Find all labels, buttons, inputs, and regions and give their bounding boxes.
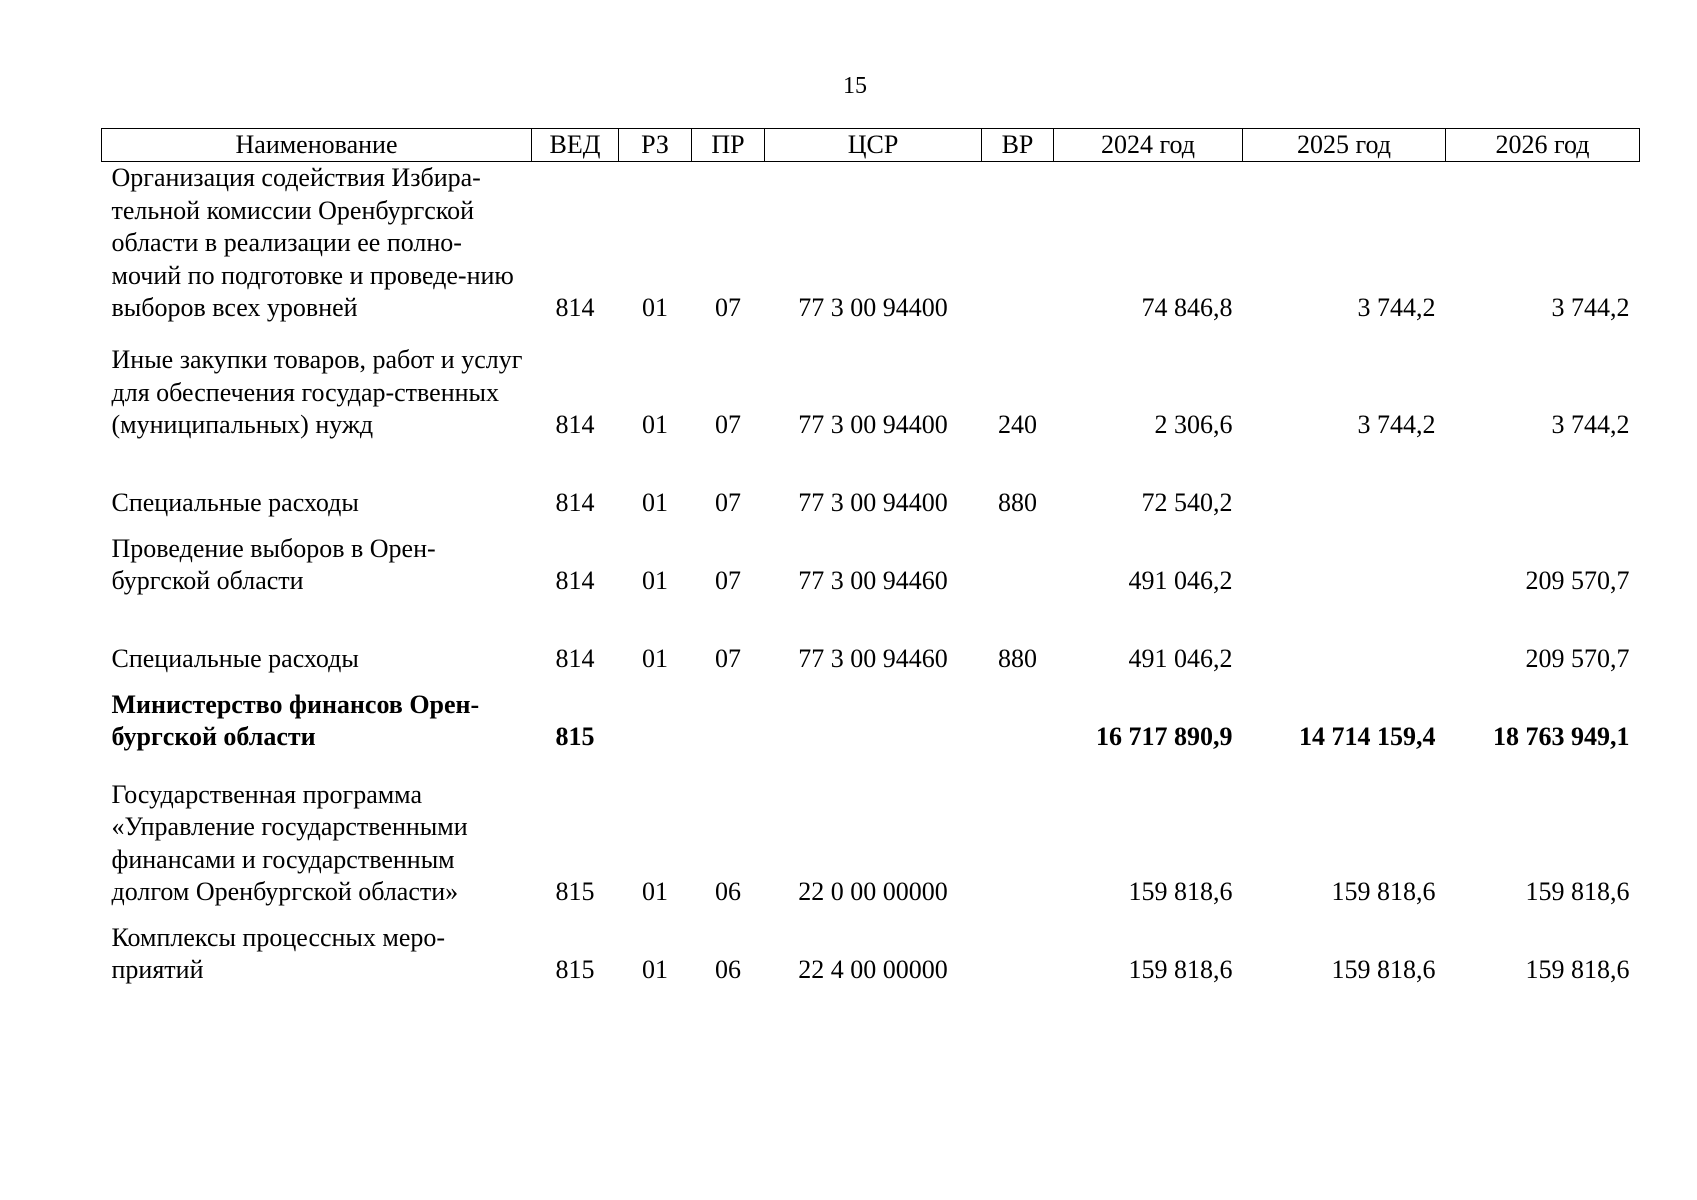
row-2024: 491 046,2	[1128, 566, 1233, 595]
row-pr: 06	[715, 877, 741, 906]
row-ved: 815	[555, 722, 595, 751]
row-2024: 159 818,6	[1128, 877, 1233, 906]
header-2026: 2026 год	[1446, 129, 1640, 162]
header-ved: ВЕД	[532, 129, 619, 162]
row-name: Специальные расходы	[111, 488, 359, 517]
header-csr: ЦСР	[765, 129, 982, 162]
row-pr: 07	[715, 293, 741, 322]
row-csr	[765, 676, 982, 754]
row-csr: 77 3 00 94400	[798, 410, 948, 439]
row-csr: 22 4 00 00000	[798, 955, 948, 984]
row-csr: 77 3 00 94460	[798, 644, 948, 673]
row-pr: 06	[715, 955, 741, 984]
row-pr: 07	[715, 566, 741, 595]
row-2025	[1243, 442, 1446, 520]
row-2026: 159 818,6	[1525, 955, 1630, 984]
row-2024: 159 818,6	[1128, 955, 1233, 984]
row-ved: 814	[555, 293, 595, 322]
table-row	[102, 676, 1640, 754]
table-row	[102, 520, 1640, 598]
row-2026: 18 763 949,1	[1493, 722, 1630, 751]
row-2025: 159 818,6	[1331, 877, 1436, 906]
budget-table	[101, 128, 1640, 987]
row-rz: 01	[642, 644, 668, 673]
row-pr: 07	[715, 410, 741, 439]
row-2024: 16 717 890,9	[1096, 722, 1233, 751]
row-2025: 3 744,2	[1357, 410, 1436, 439]
row-rz: 01	[642, 488, 668, 517]
page-number: 15	[843, 73, 867, 99]
row-csr: 77 3 00 94400	[798, 293, 948, 322]
row-rz	[619, 676, 692, 754]
table-row	[102, 442, 1640, 520]
row-pr: 07	[715, 488, 741, 517]
row-name: Проведение выборов в Орен-бургской области	[111, 533, 436, 595]
table-header-row	[102, 129, 1640, 162]
row-name: Иные закупки товаров, работ и услуг для обеспечения государ-ственных (муниципальных) нужд	[111, 345, 523, 439]
row-ved: 814	[555, 410, 595, 439]
row-vr	[982, 909, 1054, 987]
row-pr	[692, 676, 765, 754]
row-2024: 72 540,2	[1141, 488, 1233, 517]
header-2024: 2024 год	[1054, 129, 1243, 162]
row-2025: 159 818,6	[1331, 955, 1436, 984]
table-row	[102, 754, 1640, 909]
row-2025: 14 714 159,4	[1299, 722, 1436, 751]
row-ved: 814	[555, 566, 595, 595]
row-rz: 01	[642, 293, 668, 322]
table-row	[102, 162, 1640, 325]
row-rz: 01	[642, 955, 668, 984]
row-name: Государственная программа «Управление государственными финансами и государственным долгом Оренбургской области»	[111, 779, 468, 906]
row-2026: 159 818,6	[1525, 877, 1630, 906]
row-ved: 815	[555, 955, 595, 984]
row-rz: 01	[642, 877, 668, 906]
row-ved: 814	[555, 488, 595, 517]
row-2026: 209 570,7	[1525, 566, 1630, 595]
row-rz: 01	[642, 566, 668, 595]
row-2026: 209 570,7	[1525, 644, 1630, 673]
row-2026: 3 744,2	[1551, 293, 1630, 322]
row-rz: 01	[642, 410, 668, 439]
row-ved: 815	[555, 877, 595, 906]
row-vr	[982, 754, 1054, 909]
row-vr	[982, 520, 1054, 598]
header-2025: 2025 год	[1243, 129, 1446, 162]
header-name: Наименование	[102, 129, 532, 162]
header-rz: РЗ	[619, 129, 692, 162]
row-2024: 491 046,2	[1128, 644, 1233, 673]
row-name: Министерство финансов Орен-бургской области	[111, 689, 480, 751]
row-name: Специальные расходы	[111, 644, 359, 673]
row-2026	[1446, 442, 1640, 520]
row-name: Организация содействия Избира-тельной комиссии Оренбургской области в реализации ее полно-мочий по подготовке и проведе-нию выборов всех уровней	[111, 163, 514, 322]
row-vr: 240	[998, 410, 1037, 439]
row-vr: 880	[998, 644, 1037, 673]
row-2025	[1243, 520, 1446, 598]
table-row	[102, 909, 1640, 987]
header-vr: ВР	[982, 129, 1054, 162]
row-vr	[982, 676, 1054, 754]
row-ved: 814	[555, 644, 595, 673]
header-pr: ПР	[692, 129, 765, 162]
row-vr: 880	[998, 488, 1037, 517]
row-2025: 3 744,2	[1357, 293, 1436, 322]
table-row	[102, 325, 1640, 442]
row-csr: 22 0 00 00000	[798, 877, 948, 906]
row-vr	[982, 162, 1054, 325]
row-pr: 07	[715, 644, 741, 673]
row-2024: 74 846,8	[1141, 293, 1233, 322]
row-name: Комплексы процессных меро-приятий	[111, 922, 446, 984]
row-2026: 3 744,2	[1551, 410, 1630, 439]
table-row	[102, 598, 1640, 676]
row-csr: 77 3 00 94460	[798, 566, 948, 595]
row-2024: 2 306,6	[1154, 410, 1233, 439]
row-csr: 77 3 00 94400	[798, 488, 948, 517]
row-2025	[1243, 598, 1446, 676]
